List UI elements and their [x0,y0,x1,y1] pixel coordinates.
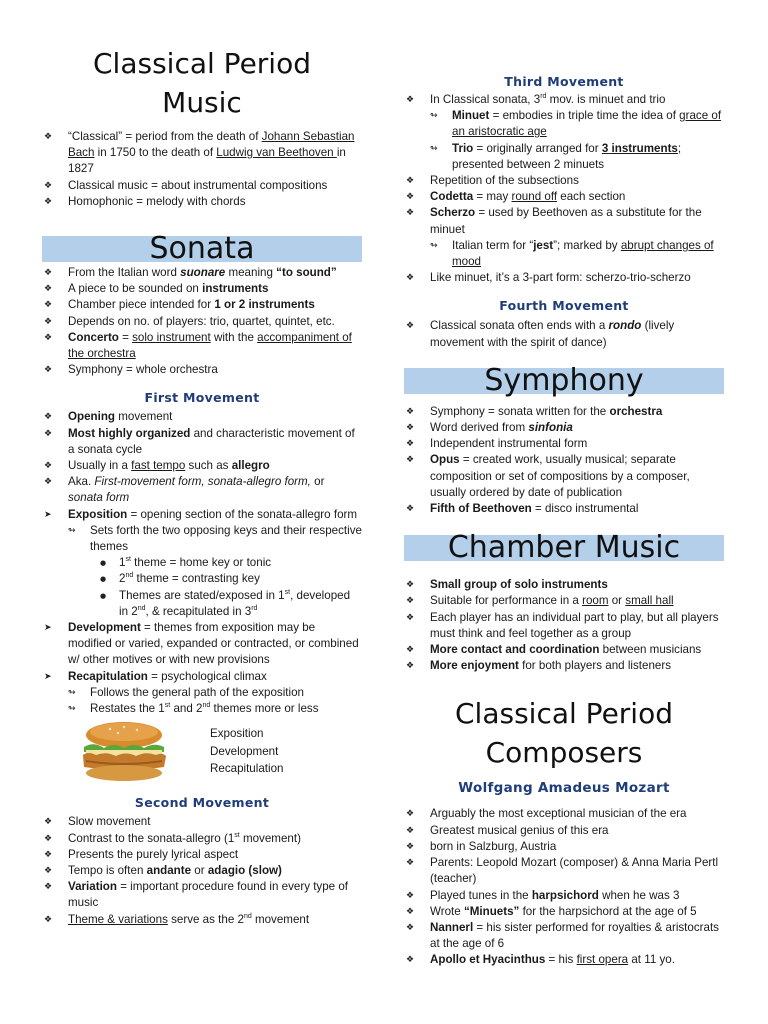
bullet-icon: ❖ [44,365,53,376]
list-item-text: 1st theme = home key or tonic [119,556,272,570]
bullet-icon: ❖ [44,477,53,488]
list-item [42,281,362,297]
left-column [42,0,362,928]
list-item [42,314,362,330]
list-item-text: 2nd theme = contrasting key [119,572,260,586]
list-item [404,658,724,674]
bullet-icon: ❖ [406,192,415,203]
bullet-icon: ❖ [406,504,415,515]
list-item [404,270,724,286]
list-item [404,501,724,517]
bullet-icon: ❖ [44,817,53,828]
sonata-heading: Sonata [42,236,362,262]
list-item-text: Small group of solo instruments [430,578,608,592]
list-item [404,141,724,173]
list-item-text: Repetition of the subsections [430,174,579,188]
list-item [42,669,362,685]
list-item [404,205,724,237]
bullet-icon: ↬ [68,525,76,536]
list-item-text: Symphony = sonata written for the orchestra [430,404,663,418]
list-item [404,823,724,839]
bullet-icon: ❖ [44,196,53,207]
bullet-icon: ➤ [44,671,52,682]
list-item [42,912,362,928]
bullet-icon: ❖ [406,455,415,466]
list-item [404,404,724,420]
list-item [42,265,362,281]
bullet-icon: ❖ [44,332,53,343]
list-item-text: Development = themes from exposition may be modified or varied, expanded or contracted, or combined w/ other motives or with new provisions [68,621,359,667]
bullet-icon: ❖ [44,132,53,142]
list-item-text: More enjoyment for both players and listeners [430,659,671,673]
list-item [404,839,724,855]
list-item [404,420,724,436]
bullet-icon: ❖ [406,176,415,187]
bullet-icon: ● [100,591,107,600]
bullet-icon: ❖ [44,428,53,439]
bullet-icon: ↬ [430,111,438,122]
bullet-icon: ❖ [44,180,53,191]
list-item [42,847,362,863]
bullet-icon: ❖ [406,580,415,591]
bullet-icon: ❖ [406,273,415,284]
list-item [404,92,724,108]
list-item-text: Opening movement [68,410,173,424]
list-item-text: Contrast to the sonata-allegro (1st movement) [68,831,301,845]
list-item-text: Minuet = embodies in triple time the idea of grace of an aristocratic age [452,109,722,139]
list-item [42,571,362,587]
list-item-text: Theme & variations serve as the 2nd movement [68,912,310,926]
list-item [404,855,724,887]
first-movement-heading: First Movement [144,390,260,406]
list-item-text: Variation = important procedure found in every type of music [68,880,349,910]
burger-image [80,721,168,783]
list-item [42,297,362,313]
list-item [404,577,724,593]
bullet-icon: ❖ [406,645,415,656]
list-item [404,593,724,609]
list-item [42,507,362,523]
list-item-text: Usually in a fast tempo such as allegro [68,459,270,473]
list-item-text: Suitable for performance in a room or small hall [430,594,674,608]
sonata-list [42,265,362,378]
burger-figure [42,717,362,795]
intro-list [42,129,362,210]
bullet-icon: ❖ [406,439,415,450]
list-item [404,173,724,189]
bullet-icon: ❖ [44,316,53,327]
list-item [42,129,362,178]
second-movement-list [42,814,362,927]
symphony-list [404,404,724,517]
bullet-icon: ❖ [44,268,53,279]
list-item [404,920,724,952]
composers-title-line2: Composers [485,736,643,770]
list-item-text: In Classical sonata, 3rd mov. is minuet and trio [430,93,666,106]
bullet-icon: ➤ [44,623,52,634]
list-item-text: Most highly organized and characteristic movement of a sonata cycle [68,426,355,456]
bullet-icon: ❖ [406,661,415,672]
burger-label: Exposition [210,727,264,741]
list-item [404,318,724,350]
bullet-icon: ↬ [68,704,76,715]
bullet-icon: ❖ [406,825,415,836]
list-item [404,238,724,270]
list-item [42,458,362,474]
bullet-icon: ❖ [406,955,415,966]
bullet-icon: ❖ [406,858,415,869]
list-item [404,436,724,452]
page-title-line2: Music [162,86,242,119]
list-item [42,362,362,378]
bullet-icon: ↬ [430,143,438,154]
list-item-text: Concerto = solo instrument with the accompaniment of the orchestra [68,330,352,361]
bullet-icon: ❖ [406,612,415,623]
list-item [404,888,724,904]
bullet-icon: ❖ [44,865,53,876]
list-item-text: Word derived from sinfonia [430,421,573,435]
list-item-text: “Classical” = period from the death of Johann Sebastian Bach in 1750 to the death of Ludwig van Beethoven in 1827 [68,130,355,176]
list-item [42,588,362,620]
list-item-text: Classical sonata often ends with a rondo (lively movement with the spirit of dance) [430,319,675,349]
list-item-text: Slow movement [68,815,151,829]
bullet-icon: ❖ [44,833,53,844]
list-item-text: More contact and coordination between musicians [430,643,702,657]
bullet-icon: ❖ [406,922,415,933]
list-item [42,426,362,458]
list-item [42,409,362,425]
list-item [404,806,724,822]
list-item-text: Fifth of Beethoven = disco instrumental [430,502,639,516]
bullet-icon: ❖ [406,906,415,917]
list-item-text: Trio = originally arranged for 3 instruments; presented between 2 minuets [452,141,682,171]
list-item [42,620,362,669]
burger-label: Recapitulation [210,762,284,776]
list-item-text: Tempo is often andante or adagio (slow) [68,863,282,877]
list-item-text: Symphony = whole orchestra [68,363,218,377]
bullet-icon: ❖ [44,284,53,295]
list-item [42,194,362,210]
list-item [42,879,362,911]
list-item-text: Each player has an individual part to play, but all players must think and feel together as a group [430,610,719,640]
list-item [404,108,724,140]
list-item [42,523,362,555]
bullet-icon: ❖ [406,841,415,852]
list-item-text: Arguably the most exceptional musician of the era [430,807,687,821]
list-item [404,452,724,501]
list-item [42,685,362,701]
bullet-icon: ❖ [406,890,415,901]
list-item [42,330,362,362]
symphony-heading: Symphony [404,368,724,394]
list-item [42,474,362,506]
list-item-text: Scherzo = used by Beethoven as a substitute for the minuet [430,206,702,236]
list-item-text: born in Salzburg, Austria [430,839,557,853]
bullet-icon: ● [100,559,107,568]
burger-label: Development [210,744,279,758]
list-item-text: Sets forth the two opposing keys and their respective themes [90,523,362,554]
list-item-text: Classical music = about instrumental compositions [68,178,328,192]
list-item [42,814,362,830]
list-item [42,555,362,571]
list-item [404,642,724,658]
list-item [404,904,724,920]
list-item-text: Depends on no. of players: trio, quartet, quintet, etc. [68,314,335,328]
chamber-music-list [404,577,724,674]
list-item-text: Like minuet, it’s a 3-part form: scherzo-trio-scherzo [430,271,691,285]
bullet-icon: ❖ [406,208,415,219]
list-item-text: Parents: Leopold Mozart (composer) & Anna Maria Pertl (teacher) [430,856,719,886]
composers-title-line1: Classical Period [455,697,673,731]
fourth-movement-heading: Fourth Movement [499,298,629,314]
list-item-text: Wrote “Minuets” for the harpsichord at the age of 5 [430,904,697,918]
list-item-text: Greatest musical genius of this era [430,823,609,837]
second-movement-heading: Second Movement [134,795,270,811]
mozart-list [404,806,724,968]
list-item-text: Restates the 1st and 2nd themes more or less [90,702,319,716]
list-item-text: Recapitulation = psychological climax [68,669,267,683]
bullet-icon: ❖ [44,412,53,423]
list-item [404,610,724,642]
list-item-text: Nannerl = his sister performed for royalties & aristocrats at the age of 6 [430,920,719,951]
burger-labels [210,725,283,778]
list-item [42,178,362,194]
bullet-icon: ❖ [406,423,415,434]
list-item [42,863,362,879]
list-item-text: Opus = created work, usually musical; separate composition or set of compositions by a composer, usually ordered by date of publication [430,453,690,499]
list-item-text: Aka. First-movement form, sonata-allegro form, or sonata form [68,475,325,505]
bullet-icon: ❖ [44,882,53,893]
third-movement-list [404,92,724,286]
bullet-icon: ❖ [406,321,415,332]
third-movement-heading: Third Movement [504,74,624,89]
list-item-text: Codetta = may round off each section [430,190,626,204]
bullet-icon: ❖ [406,95,415,105]
list-item-text: Apollo et Hyacinthus = his first opera at 11 yo. [430,953,675,967]
bullet-icon: ❖ [406,809,415,820]
first-movement-list [42,409,362,717]
right-column [404,0,724,969]
list-item [42,701,362,717]
bullet-icon: ❖ [44,461,53,472]
list-item-text: Independent instrumental form [430,437,588,451]
list-item-text: A piece to be sounded on instruments [68,282,269,296]
list-item [404,952,724,968]
fourth-movement-list [404,318,724,350]
list-item-text: Played tunes in the harpsichord when he was 3 [430,888,680,902]
bullet-icon: ❖ [44,300,53,311]
bullet-icon: ❖ [406,406,415,417]
bullet-icon: ● [100,575,107,584]
bullet-icon: ❖ [406,596,415,607]
bullet-icon: ❖ [44,914,53,925]
list-item-text: Italian term for “jest”; marked by abrupt changes of mood [452,238,714,269]
list-item-text: From the Italian word suonare meaning “to sound” [68,266,337,280]
list-item-text: Presents the purely lyrical aspect [68,847,239,861]
bullet-icon: ↬ [68,687,76,698]
chamber-music-heading: Chamber Music [404,535,724,561]
list-item-text: Homophonic = melody with chords [68,194,246,208]
list-item [404,189,724,205]
list-item-text: Follows the general path of the exposition [90,685,304,699]
list-item-text: Exposition = opening section of the sonata-allegro form [68,507,358,521]
page-title-line1: Classical Period [93,47,311,80]
bullet-icon: ↬ [430,240,438,251]
list-item [42,831,362,847]
bullet-icon: ❖ [44,849,53,860]
list-item-text: Chamber piece intended for 1 or 2 instruments [68,298,315,312]
list-item-text: Themes are stated/exposed in 1st, developed in 2nd, & recapitulated in 3rd [119,588,351,618]
bullet-icon: ➤ [44,509,52,520]
mozart-heading: Wolfgang Amadeus Mozart [458,780,670,797]
